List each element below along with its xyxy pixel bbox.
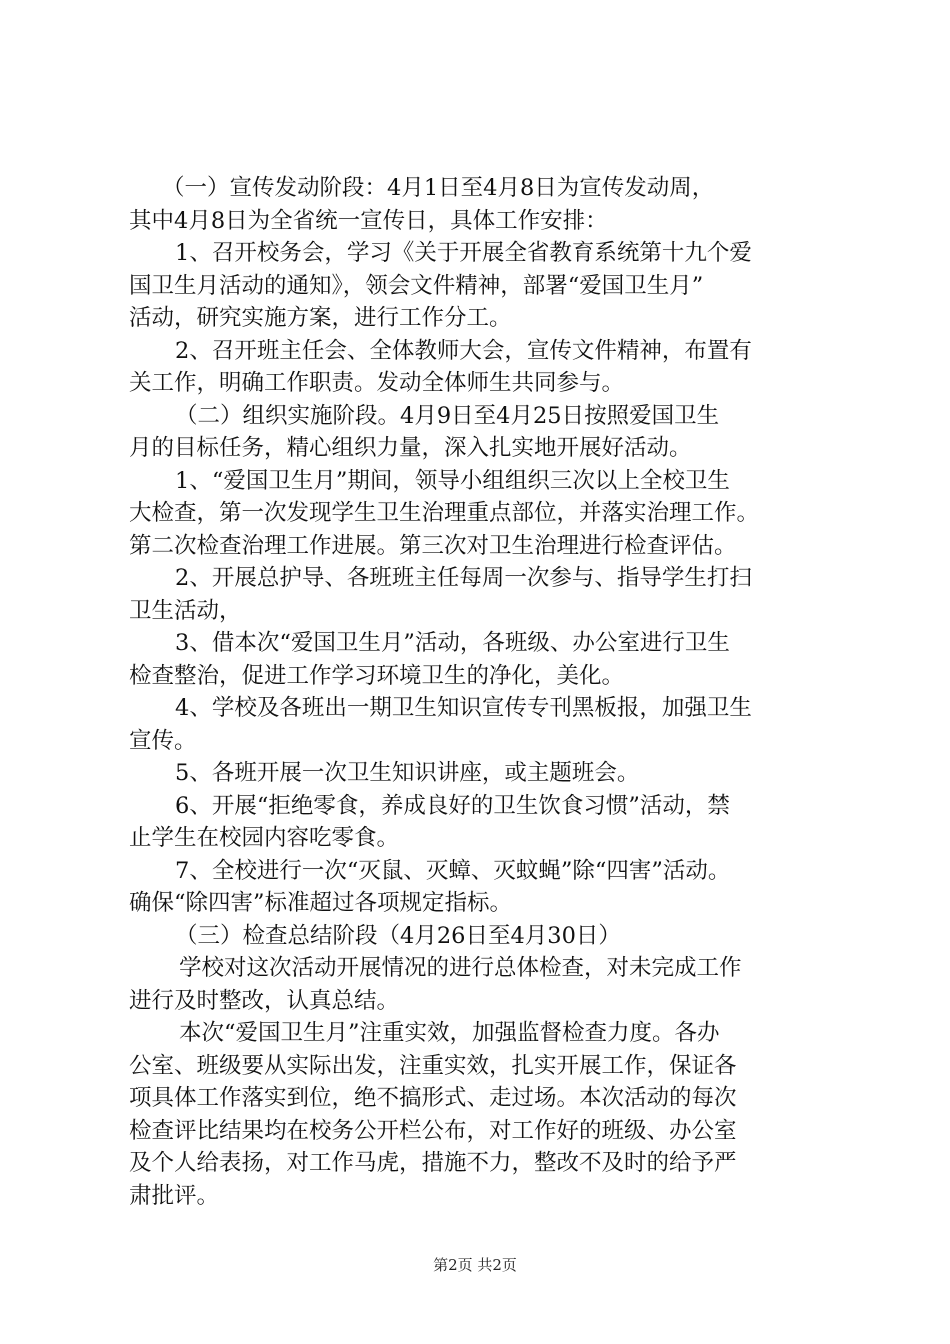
text-line: （二）组织实施阶段。4月9日至4月25日按照爱国卫生	[175, 402, 720, 429]
text-line: 6、开展“拒绝零食，养成良好的卫生饮食习惯”活动，禁	[175, 792, 730, 819]
text-line: 进行及时整改，认真总结。	[129, 987, 400, 1014]
text-line: 活动，研究实施方案，进行工作分工。	[129, 305, 512, 331]
text-line: 月的目标任务，精心组织力量，深入扎实地开展好活动。	[129, 435, 692, 461]
page-number: 第2页 共2页	[433, 1256, 517, 1274]
text-line: 检查评比结果均在校务公开栏公布，对工作好的班级、办公室	[129, 1117, 737, 1144]
text-line: 1、“爱国卫生月”期间，领导小组组织三次以上全校卫生	[175, 467, 730, 494]
text-line: 肃批评。	[129, 1182, 220, 1209]
text-line: 确保“除四害”标准超过各项规定指标。	[129, 890, 513, 916]
text-line: 卫生活动，	[129, 597, 242, 624]
page-footer	[0, 1254, 950, 1275]
text-line: 本次“爱国卫生月”注重实效，加强监督检查力度。各办	[179, 1020, 720, 1046]
text-line: 公室、班级要从实际出发，注重实效，扎实开展工作，保证各	[129, 1052, 737, 1079]
text-line: 其中4月8日为全省统一宣传日，具体工作安排：	[129, 207, 608, 234]
text-line: 项具体工作落实到位，绝不搞形式、走过场。本次活动的每次	[129, 1085, 737, 1111]
text-line: 1、召开校务会，学习《关于开展全省教育系统第十九个爱	[175, 240, 752, 266]
text-line: 第二次检查治理工作进展。第三次对卫生治理进行检查评估。	[129, 532, 737, 559]
text-line: 5、各班开展一次卫生知识讲座，或主题班会。	[175, 760, 640, 786]
document-body	[129, 172, 839, 1212]
text-line: 4、学校及各班出一期卫生知识宣传专刊黑板报，加强卫生	[175, 695, 752, 721]
text-line: 7、全校进行一次“灭鼠、灭蟑、灭蚊蝇”除“四害”活动。	[175, 857, 731, 884]
text-line: （三）检查总结阶段（4月26日至4月30日）	[175, 922, 621, 949]
text-line: 关工作，明确工作职责。发动全体师生共同参与。	[129, 370, 625, 396]
text-line: 国卫生月活动的通知》，领会文件精神，部署“爱国卫生月”	[129, 272, 704, 299]
text-line: 大检查，第一次发现学生卫生治理重点部位，并落实治理工作。	[129, 500, 760, 526]
text-line: 检查整治，促进工作学习环境卫生的净化，美化。	[129, 662, 625, 689]
text-line: （一）宣传发动阶段：4月1日至4月8日为宣传发动周，	[162, 175, 715, 201]
text-line: 2、召开班主任会、全体教师大会，宣传文件精神，布置有	[175, 337, 752, 364]
text-line: 3、借本次“爱国卫生月”活动，各班级、办公室进行卫生	[175, 630, 730, 656]
text-line: 止学生在校园内容吃零食。	[129, 825, 400, 851]
text-line: 及个人给表扬，对工作马虎，措施不力，整改不及时的给予严	[129, 1150, 737, 1176]
text-line: 宣传。	[129, 727, 197, 754]
text-line: 学校对这次活动开展情况的进行总体检查，对未完成工作	[179, 955, 742, 981]
text-line: 2、开展总护导、各班班主任每周一次参与、指导学生打扫	[175, 565, 752, 591]
